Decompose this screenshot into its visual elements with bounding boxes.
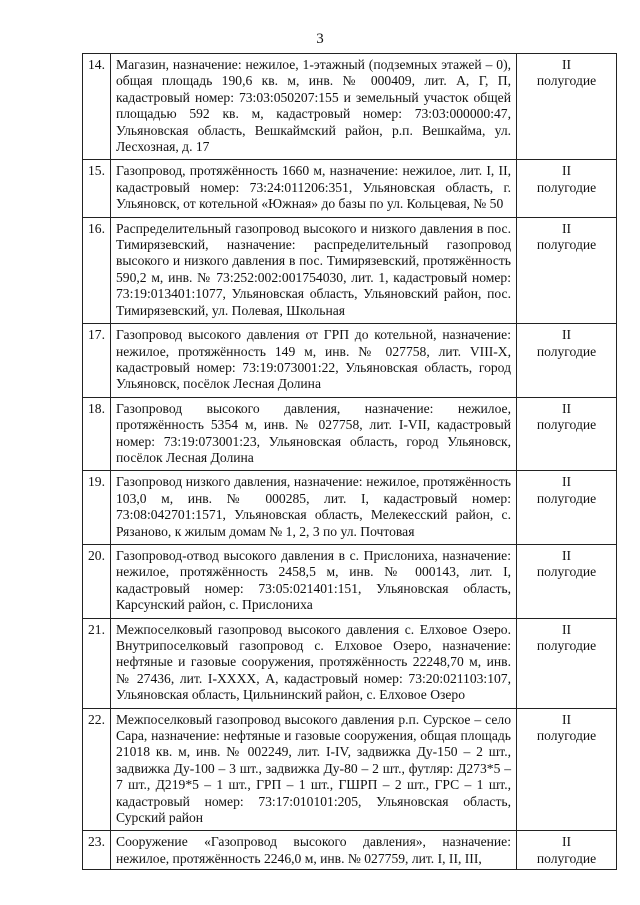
- property-table: [82, 53, 617, 870]
- row-term: [517, 217, 617, 323]
- term-word: полугодие: [536, 638, 597, 653]
- term-word: полугодие: [536, 417, 597, 433]
- table-row: [83, 618, 617, 708]
- table-row: [83, 324, 617, 398]
- row-description: Межпоселковый газопровод высокого давления с. Елховое Озеро. Внутрипоселковый газопровод с. Елховое Озеро, назначение: нефтяные и газовые сооружения, протяжённость 22248,70 м, инв. № 27436, лит. I-XXXX, А, кадастровый номер: 73:20:021103:107, Ульяновская область, Цильнинский район, с. Елховое Озеро: [111, 618, 517, 708]
- row-term: [517, 831, 617, 870]
- table-row: [83, 831, 617, 870]
- page-number: 3: [316, 31, 324, 47]
- term-roman: II: [561, 621, 572, 637]
- row-number: 22.: [83, 708, 111, 831]
- row-term: [517, 397, 617, 471]
- row-term: [517, 160, 617, 217]
- row-term: [517, 471, 617, 545]
- row-description: Магазин, назначение: нежилое, 1-этажный (подземных этажей – 0), общая площадь 190,6 кв. м, инв. № 000409, лит. А, Г, П, кадастровый номер: 73:03:050207:155 и земельный участок общей площадью 592 кв. м, кадастровый номер: 73:03:000000:47, Ульяновская область, Вешкаймский район, р.п. Вешкайма, ул. Лесхозная, д. 17: [111, 54, 517, 160]
- row-description: Газопровод высокого давления от ГРП до котельной, назначение: нежилое, протяжённость 149 м, инв. № 027758, лит. VIII-X, кадастровый номер: 73:19:073001:22, Ульяновская область, город Ульяновск, посёлок Лесная Долина: [111, 324, 517, 398]
- term-roman: II: [561, 834, 572, 850]
- row-number: 18.: [83, 397, 111, 471]
- row-description: Газопровод низкого давления, назначение: нежилое, протяжённость 103,0 м, инв. № 000285, лит. I, кадастровый номер: 73:08:042701:1571, Ульяновская область, Мелекесский район, с. Рязаново, к жилым домам № 1, 2, 3 по ул. Почтовая: [111, 471, 517, 545]
- term-roman: II: [561, 547, 572, 563]
- table-row: [83, 471, 617, 545]
- term-word: полугодие: [536, 728, 597, 744]
- row-description: Межпоселковый газопровод высокого давления р.п. Сурское – село Сара, назначение: нефтяные и газовые сооружения, общая площадь 21018 кв. м, инв. № 002249, лит. I-IV, задвижка Ду-150 – 2 шт., задвижка Ду-100 – 3 шт., задвижка Ду-80 – 2 шт., футляр: Д273*5 – 7 шт., Д219*5 – 1 шт., ГРП – 1 шт., ГШРП – 2 шт., ГРС – 1 шт., кадастровый номер: 73:17:010101:205, Ульяновская область, Сурский район: [111, 708, 517, 831]
- term-word: полугодие: [536, 179, 597, 195]
- row-number: 14.: [83, 54, 111, 160]
- row-number: 17.: [83, 324, 111, 398]
- term-word: полугодие: [536, 490, 597, 506]
- row-description: Распределительный газопровод высокого и низкого давления в пос. Тимирязевский, назначение: распределительный газопровод высокого и низкого давления в пос. Тимирязевский, протяжённость 590,2 м, инв. № 73:252:002:001754030, лит. 1, кадастровый номер: 73:19:013401:1077, Ульяновская область, Ульяновский район, пос. Тимирязевский, ул. Полевая, Школьная: [111, 217, 517, 323]
- row-number: 15.: [83, 160, 111, 217]
- term-roman: II: [561, 57, 572, 72]
- row-description: Газопровод, протяжённость 1660 м, назначение: нежилое, лит. I, II, кадастровый номер: 73:24:011206:351, Ульяновская область, г. Ульяновск, от котельной «Южная» до базы по ул. Кольцевая, № 50: [111, 160, 517, 217]
- row-term: [517, 544, 617, 618]
- term-roman: II: [561, 400, 572, 416]
- term-roman: II: [561, 327, 572, 343]
- table-row: [83, 397, 617, 471]
- row-term: [517, 54, 617, 160]
- term-word: полугодие: [536, 237, 597, 253]
- table-row: [83, 54, 617, 160]
- term-word: полугодие: [536, 850, 597, 866]
- row-term: [517, 618, 617, 708]
- term-roman: II: [561, 474, 572, 490]
- row-number: 19.: [83, 471, 111, 545]
- row-term: [517, 324, 617, 398]
- table-row: [83, 708, 617, 831]
- table-row: [83, 544, 617, 618]
- row-description: Газопровод-отвод высокого давления в с. Прислониха, назначение: нежилое, протяжённость 2458,5 м, инв. № 000143, лит. I, кадастровый номер: 73:05:021401:151, Ульяновская область, Карсунский район, с. Прислониха: [111, 544, 517, 618]
- term-word: полугодие: [536, 73, 597, 89]
- row-term: [517, 708, 617, 831]
- row-description: Газопровод высокого давления, назначение: нежилое, протяжённость 5354 м, инв. № 027758, лит. I-VII, кадастровый номер: 73:19:073001:23, Ульяновская область, город Ульяновск, посёлок Лесная Долина: [111, 397, 517, 471]
- row-number: 23.: [83, 831, 111, 870]
- term-roman: II: [561, 220, 572, 236]
- term-roman: II: [561, 163, 572, 179]
- table-row: [83, 160, 617, 217]
- row-number: 21.: [83, 618, 111, 708]
- term-roman: II: [561, 711, 572, 727]
- row-number: 20.: [83, 544, 111, 618]
- term-word: полугодие: [536, 343, 597, 359]
- term-word: полугодие: [536, 564, 597, 580]
- row-number: 16.: [83, 217, 111, 323]
- table-row: [83, 217, 617, 323]
- row-description: Сооружение «Газопровод высокого давления», назначение: нежилое, протяжённость 2246,0 м, инв. № 027759, лит. I, II, III,: [111, 831, 517, 870]
